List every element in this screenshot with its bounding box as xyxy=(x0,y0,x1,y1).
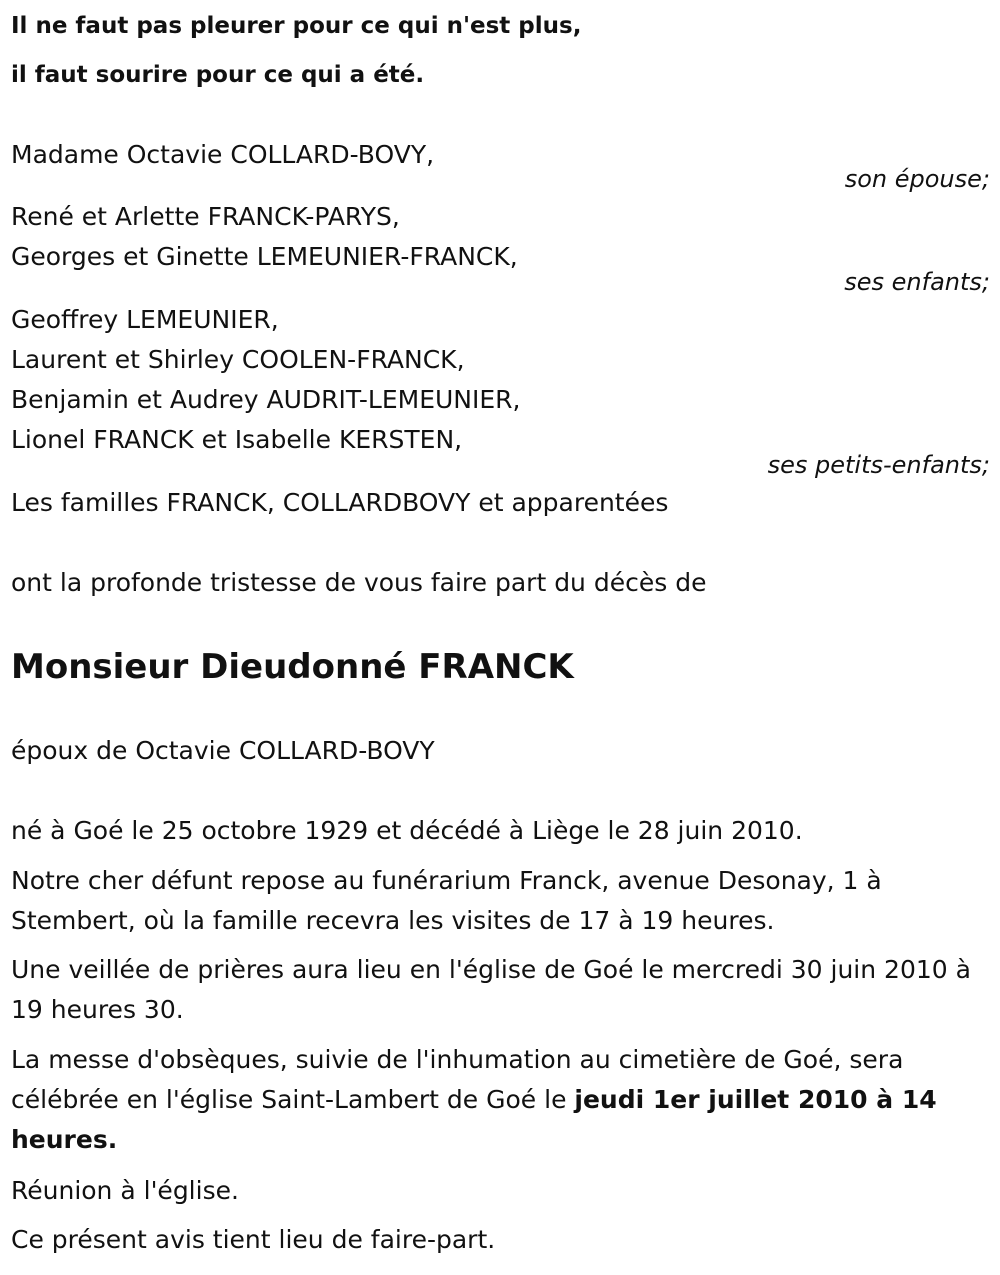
birth-death-line: né à Goé le 25 octobre 1929 et décédé à Liège le 28 juin 2010. xyxy=(11,816,803,845)
mass-paragraph xyxy=(11,1040,971,1160)
spouse-relation: son épouse; xyxy=(844,165,990,193)
spouse-of-line: époux de Octavie COLLARD-BOVY xyxy=(11,736,435,765)
grandchild-name: Geoffrey LEMEUNIER, xyxy=(11,305,279,334)
epigraph-line-1: Il ne faut pas pleurer pour ce qui n'est plus, xyxy=(11,13,582,39)
vigil-paragraph: Une veillée de prières aura lieu en l'église de Goé le mercredi 30 juin 2010 à 19 heures 30. xyxy=(11,955,971,1024)
epigraph-line-2: il faut sourire pour ce qui a été. xyxy=(11,62,425,88)
deceased-name: Monsieur Dieudonné FRANCK xyxy=(11,647,574,687)
mass-text: La messe d'obsèques, suivie de l'inhumation au cimetière de Goé, sera célébrée en l'église Saint-Lambert de Goé le xyxy=(11,1045,904,1114)
spouse-name: Madame Octavie COLLARD-BOVY, xyxy=(11,140,435,169)
child-name: René et Arlette FRANCK-PARYS, xyxy=(11,202,400,231)
grandchild-name: Benjamin et Audrey AUDRIT-LEMEUNIER, xyxy=(11,385,521,414)
child-name: Georges et Ginette LEMEUNIER-FRANCK, xyxy=(11,242,518,271)
grandchild-name: Laurent et Shirley COOLEN-FRANCK, xyxy=(11,345,465,374)
grandchild-name: Lionel FRANCK et Isabelle KERSTEN, xyxy=(11,425,463,454)
children-relation: ses enfants; xyxy=(844,268,990,296)
notice-line: Ce présent avis tient lieu de faire-part. xyxy=(11,1225,496,1254)
announcement-text: ont la profonde tristesse de vous faire part du décès de xyxy=(11,568,707,597)
grandchildren-relation: ses petits-enfants; xyxy=(767,451,990,479)
funerarium-paragraph: Notre cher défunt repose au funérarium Franck, avenue Desonay, 1 à Stembert, où la famille recevra les visites de 17 à 19 heures. xyxy=(11,866,882,935)
mass-date: jeudi 1er juillet 2010 à 14 heures. xyxy=(11,1085,937,1154)
reunion-line: Réunion à l'église. xyxy=(11,1176,239,1205)
families-line: Les familles FRANCK, COLLARDBOVY et apparentées xyxy=(11,488,669,517)
